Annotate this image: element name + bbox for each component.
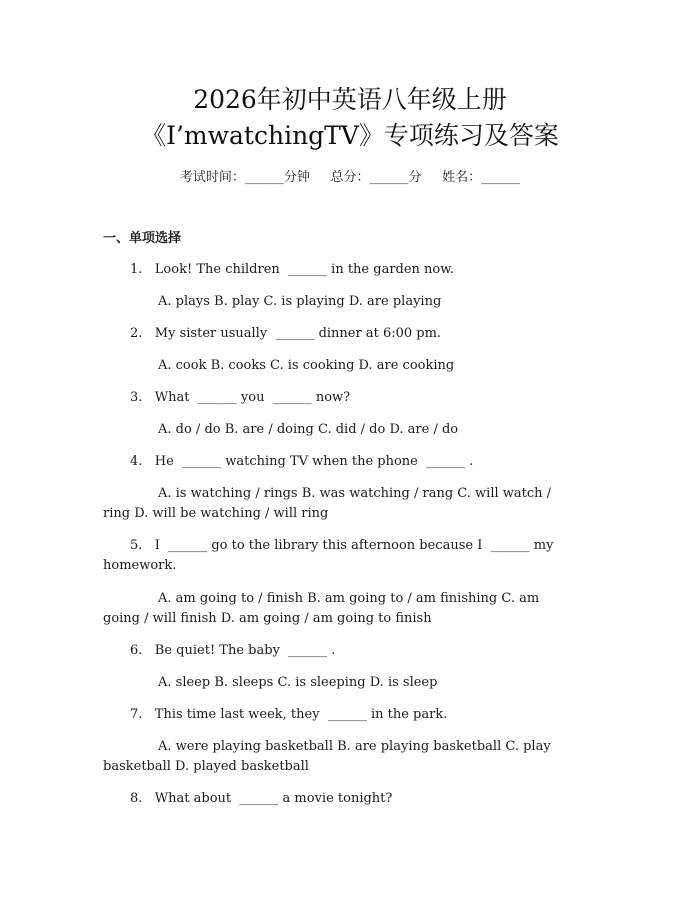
- question-7-options-cont: basketball D. played basketball: [103, 759, 309, 774]
- question-8: 8. What about ______ a movie tonight?: [130, 791, 393, 806]
- question-6-options: A. sleep B. sleeps C. is sleeping D. is sleep: [158, 675, 438, 690]
- question-3-options: A. do / do B. are / doing C. did / do D. are / do: [158, 422, 459, 437]
- question-4: 4. He ______ watching TV when the phone ______ .: [130, 454, 474, 469]
- question-5: 5. I ______ go to the library this afternoon because I ______ my: [130, 538, 554, 553]
- question-5-options: A. am going to / finish B. am going to / am finishing C. am: [158, 591, 540, 606]
- section-heading: 一、单项选择: [103, 231, 182, 246]
- page-title: 2026年初中英语八年级上册: [193, 85, 507, 114]
- question-4-options: A. is watching / rings B. was watching / rang C. will watch /: [158, 486, 552, 501]
- question-4-options-cont: ring D. will be watching / will ring: [103, 506, 329, 521]
- question-5-cont: homework.: [103, 558, 177, 573]
- question-2-options: A. cook B. cooks C. is cooking D. are cooking: [158, 358, 455, 373]
- question-3: 3. What ______ you ______ now?: [130, 390, 351, 405]
- question-1: 1. Look! The children ______ in the garden now.: [130, 262, 454, 277]
- question-5-options-cont: going / will finish D. am going / am going to finish: [103, 611, 432, 626]
- question-2: 2. My sister usually ______ dinner at 6:00 pm.: [130, 326, 442, 341]
- page-subtitle: 《I’mwatchingTV》专项练习及答案: [141, 121, 559, 150]
- question-7: 7. This time last week, they ______ in the park.: [130, 707, 448, 722]
- exam-meta-line: 考试时间：______分钟 总分：______分 姓名：______: [179, 170, 521, 185]
- question-1-options: A. plays B. play C. is playing D. are playing: [158, 294, 442, 309]
- question-6: 6. Be quiet! The baby ______ .: [130, 643, 336, 658]
- question-7-options: A. were playing basketball B. are playing basketball C. play: [158, 739, 551, 754]
